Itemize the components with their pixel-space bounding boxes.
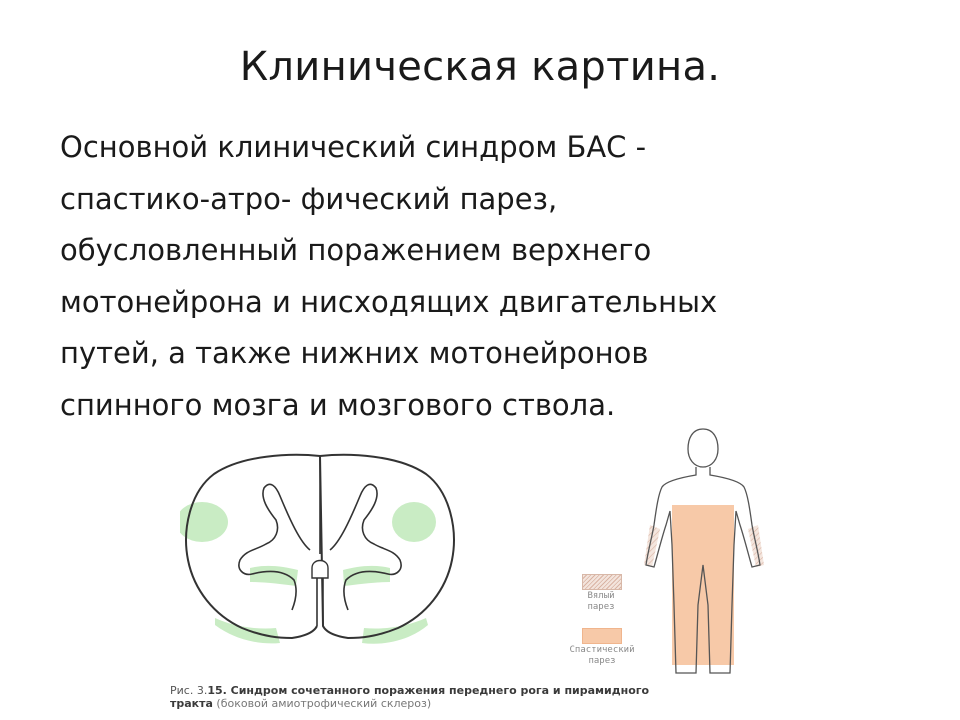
caption-prefix: Рис. 3.: [170, 684, 208, 697]
caption-line2-bold: тракта: [170, 697, 213, 710]
body-line: обусловленный поражением верхнего: [60, 233, 652, 267]
slide-title: Клиническая картина.: [239, 44, 721, 90]
gray-matter-left: [239, 484, 310, 610]
spastic-paresis-area: [672, 505, 734, 665]
body-line: спинного мозга и мозгового ствола.: [60, 387, 616, 422]
lesion-right-ventral: [362, 618, 428, 644]
legend-flaccid-line2: парез: [587, 602, 615, 612]
spinal-cord-cross-section: [180, 450, 470, 645]
spastic-paresis-swatch: [582, 628, 622, 644]
figure-caption: [170, 684, 730, 710]
lesion-right-lateral: [392, 502, 436, 542]
caption-number: 15: [207, 684, 223, 697]
gray-matter-right: [330, 484, 401, 610]
lesion-left-anterior-horn: [250, 566, 298, 586]
body-line: спастико-атро- фический парез,: [60, 181, 558, 216]
legend-flaccid-label: [573, 591, 629, 613]
body-line: мотонейрона и нисходящих двигательных: [60, 284, 718, 319]
body-line: путей, а также нижних мотонейронов: [60, 336, 649, 370]
body-line: Основной клинический синдром БАС -: [60, 130, 647, 164]
legend-spastic-label: [563, 645, 641, 667]
caption-line2-rest: (боковой амиотрофический склероз): [212, 697, 432, 710]
legend-spastic-line1: Спастический: [569, 645, 635, 655]
slide-body-text: [60, 122, 860, 431]
flaccid-paresis-swatch: [582, 574, 622, 590]
legend-spastic-line2: парез: [588, 656, 616, 666]
body-figure: [640, 425, 770, 685]
caption-text: . Синдром сочетанного поражения переднего рога и пирамидного: [222, 684, 650, 697]
legend-flaccid-line1: Вялый: [587, 591, 615, 601]
central-canal: [312, 561, 328, 579]
